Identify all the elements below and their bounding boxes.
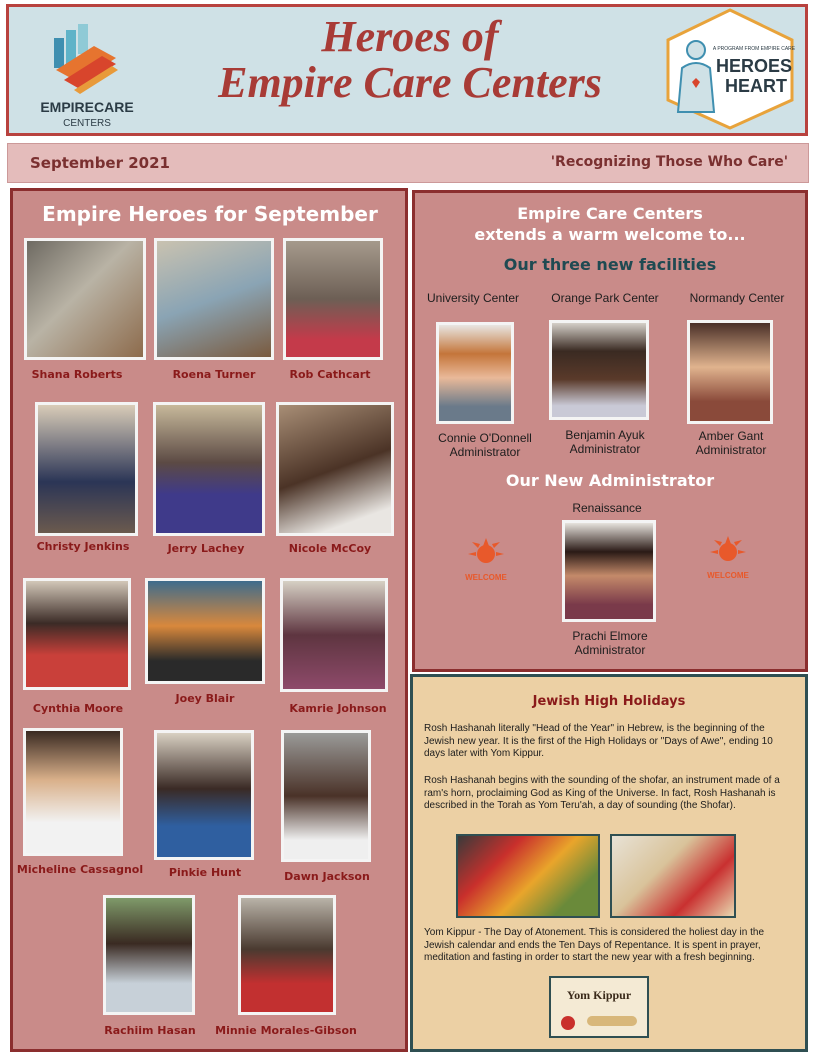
admin-role: Administrator [449,445,521,459]
yom-kippur-label: Yom Kippur [566,988,632,1002]
photo-minnie-morales-gibson [238,895,336,1015]
admin-role: Administrator [574,643,646,657]
new-admin [545,629,675,657]
heroes-heading: Empire Heroes for September [42,202,378,226]
photo-kamrie-johnson [280,578,388,692]
title-line-1: Heroes of [321,12,499,61]
hero-name: Shana Roberts [31,368,123,381]
photo-roena-turner [154,238,274,360]
photo-connie-odonnell [436,322,514,424]
holidays-paragraph: Yom Kippur - The Day of Atonement. This is considered the holiest day in the Jewish calendar and ends the Ten Days of Repentance. It is spent in prayer, meditation and fasting in order to start the new year with a fresh beginning. [424,927,765,963]
welcome-line-2: extends a warm welcome to... [474,225,746,244]
photo-jerry-lachey [153,402,265,536]
tagline: 'Recognizing Those Who Care' [550,154,788,170]
date-bar [7,143,809,183]
page-title [130,14,690,106]
hero-name: Joey Blair [175,692,235,705]
new-admin-heading: Our New Administrator [505,471,715,490]
hero-name: Micheline Cassagnol [16,863,144,876]
facility-center: Normandy Center [689,291,785,305]
apple-icon [561,1016,575,1030]
welcome-heading [412,203,808,245]
welcome-text: WELCOME [707,571,749,580]
logo-text: EMPIRECARE [40,99,134,115]
rosh-hashanah-image [456,834,600,918]
holidays-heading: Jewish High Holidays [532,694,686,709]
welcome-line-1: Empire Care Centers [517,204,703,223]
shofar-icon [587,1016,637,1026]
hero-name: Dawn Jackson [284,870,370,883]
welcome-text: WELCOME [465,573,507,582]
photo-shana-roberts [24,238,146,360]
photo-pinkie-hunt [154,730,254,860]
facility-center: University Center [426,291,520,305]
title-line-2: Empire Care Centers [218,58,602,107]
facilities-subheading: Our three new facilities [503,255,717,274]
hero-name: Pinkie Hunt [168,866,242,879]
hero-name: Rachiim Hasan [104,1024,196,1037]
photo-rachiim-hasan [103,895,195,1015]
photo-amber-gant [687,320,773,424]
admin-name: Connie O'Donnell [438,431,532,445]
photo-rob-cathcart [283,238,383,360]
holidays-paragraph: Rosh Hashanah literally "Head of the Year" in Hebrew, is the beginning of the Jewish new year. It is the first of the High Holidays or "Days of Awe", ending 10 days later with Yom Kippur. [424,723,773,759]
issue-date: September 2021 [30,154,170,172]
hero-name: Minnie Morales-Gibson [215,1024,357,1037]
new-admin-center: Renaissance [572,501,642,515]
heroes-heart-logo [656,8,804,130]
photo-prachi-elmore [562,520,656,622]
logo-heroes-text: HEROES [715,56,793,76]
logo-subtext: CENTERS [63,118,111,129]
photo-dawn-jackson [281,730,371,862]
admin-name: Prachi Elmore [572,629,648,643]
admin-role: Administrator [695,443,767,457]
facility-center: Orange Park Center [551,291,659,305]
hero-name: Christy Jenkins [36,540,130,553]
facility-admin [666,429,796,457]
facility-admin [420,431,550,459]
photo-nicole-mccoy [276,402,394,536]
photo-cynthia-moore [23,578,131,690]
photo-christy-jenkins [35,402,138,536]
admin-name: Amber Gant [698,429,764,443]
hero-name: Cynthia Moore [32,702,124,715]
logo-small-text: A PROGRAM FROM EMPIRE CARE [712,46,796,52]
admin-name: Benjamin Ayuk [565,428,645,442]
shofar-image [610,834,736,918]
hero-name: Jerry Lachey [167,542,245,555]
hero-name: Nicole McCoy [288,542,372,555]
photo-joey-blair [145,578,265,684]
logo-heart-text: HEART [725,76,787,96]
photo-benjamin-ayuk [549,320,649,420]
hero-name: Rob Cathcart [289,368,371,381]
welcome-sun-icon [698,534,758,584]
hero-name: Kamrie Johnson [289,702,387,715]
welcome-sun-icon [456,536,516,586]
admin-role: Administrator [569,442,641,456]
yom-kippur-image [549,976,649,1038]
facility-admin [540,428,670,456]
holidays-paragraph: Rosh Hashanah begins with the sounding of the shofar, an instrument made of a ram's horn, proclaiming God as King of the Universe. In fact, Rosh Hashanah is described in the Torah as Yom Teru'ah, a day of sounding (the Shofar). [424,775,780,811]
hero-name: Roena Turner [172,368,256,381]
photo-micheline-cassagnol [23,728,123,856]
